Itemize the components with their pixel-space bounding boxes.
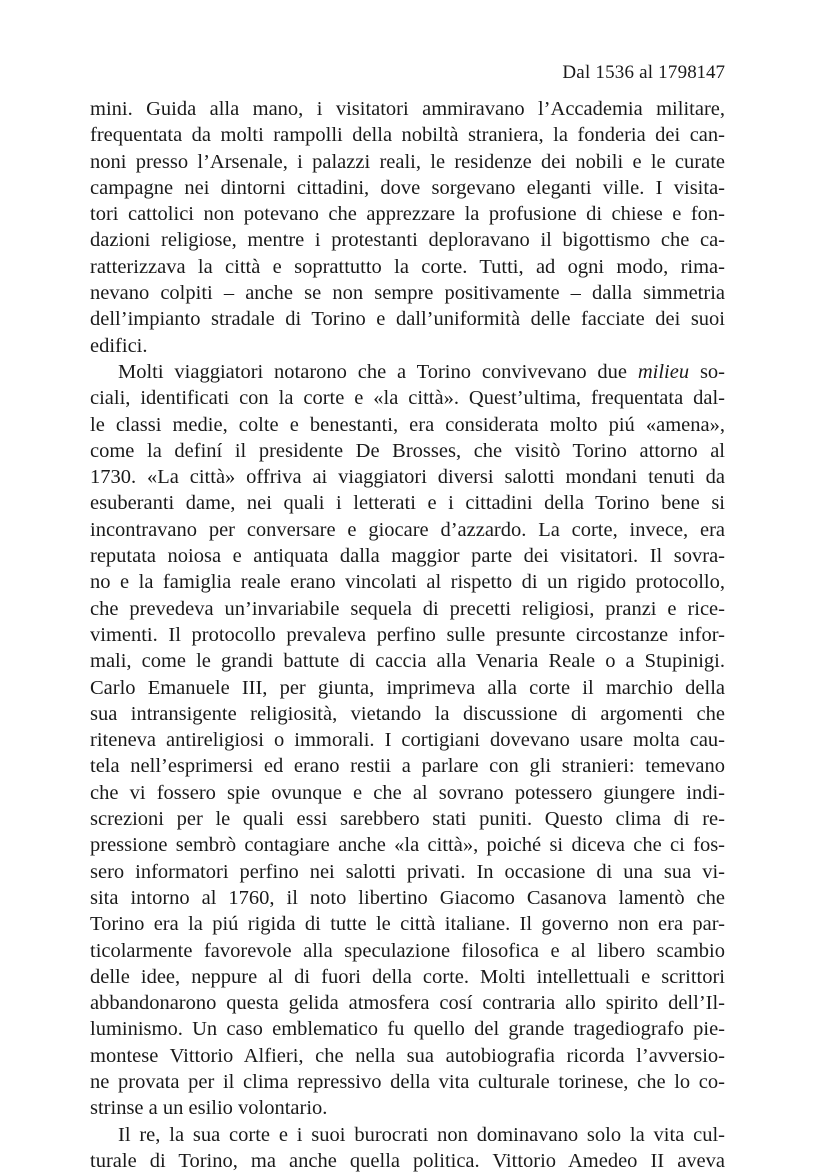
- text-segment: Molti viaggiatori notarono che a Torino convivevano due: [118, 360, 638, 383]
- text-line: nevano colpiti – anche se non sempre positivamente – dalla simmetria: [90, 282, 725, 305]
- text-line: sita intorno al 1760, il noto libertino Giacomo Casanova lamentò che: [90, 886, 725, 909]
- running-head-title: Dal 1536 al 1798: [562, 62, 697, 83]
- text-line: frequentata da molti rampolli della nobiltà straniera, la fonderia dei can-: [90, 124, 725, 147]
- body-text: [90, 96, 725, 1174]
- text-line: tela nell’esprimersi ed erano restii a parlare con gli stranieri: temevano: [90, 755, 725, 778]
- text-line: screzioni per le quali essi sarebbero stati puniti. Questo clima di re-: [90, 808, 725, 831]
- text-line: 1730. «La città» offriva ai viaggiatori diversi salotti mondani tenuti da: [90, 466, 725, 489]
- text-line: tori cattolici non potevano che apprezzare la profusione di chiese e fon-: [90, 203, 725, 226]
- text-line: sero informatori perfino nei salotti privati. In occasione di una sua vi-: [90, 860, 725, 883]
- text-line: edifici.: [90, 334, 148, 357]
- text-segment: so-: [689, 360, 726, 383]
- text-line: mali, come le grandi battute di caccia alla Venaria Reale o a Stupinigi.: [90, 650, 725, 673]
- text-line: Torino era la piú rigida di tutte le città italiane. Il governo non era par-: [90, 913, 725, 936]
- text-line: Il re, la sua corte e i suoi burocrati non dominavano solo la vita cul-: [118, 1123, 725, 1146]
- text-line: abbandonarono questa gelida atmosfera cosí contraria allo spirito dell’Il-: [90, 992, 725, 1015]
- text-line: ratterizzava la città e soprattutto la corte. Tutti, ad ogni modo, rima-: [90, 255, 725, 278]
- text-line: no e la famiglia reale erano vincolati al rispetto di un rigido protocollo,: [90, 571, 725, 594]
- text-line: dazioni religiose, mentre i protestanti deploravano il bigottismo che ca-: [90, 229, 725, 252]
- text-line: montese Vittorio Alfieri, che nella sua autobiografia ricorda l’avversio-: [90, 1044, 725, 1067]
- text-line: strinse a un esilio volontario.: [90, 1097, 328, 1120]
- text-line: che vi fossero spie ovunque e che al sovrano potessero giungere indi-: [90, 781, 725, 804]
- text-line: noni presso l’Arsenale, i palazzi reali, le residenze dei nobili e le curate: [90, 150, 725, 173]
- text-line: vimenti. Il protocollo prevaleva perfino sulle presunte circostanze infor-: [90, 623, 725, 646]
- text-line: dell’impianto stradale di Torino e dall’uniformità delle facciate dei suoi: [90, 308, 725, 331]
- text-line: le classi medie, colte e benestanti, era considerata molto piú «amena»,: [90, 413, 725, 436]
- text-line: reputata noiosa e antiquata dalla maggior parte dei visitatori. Il sovra-: [90, 545, 725, 568]
- text-line: ne provata per il clima repressivo della vita culturale torinese, che lo co-: [90, 1070, 725, 1093]
- text-line: esuberanti dame, nei quali i letterati e i cittadini della Torino bene si: [90, 492, 725, 515]
- text-line: ciali, identificati con la corte e «la città». Quest’ultima, frequentata dal-: [90, 387, 725, 410]
- italic-term: milieu: [637, 360, 690, 383]
- text-line: sua intransigente religiosità, vietando la discussione di argomenti che: [90, 702, 725, 725]
- text-line: Carlo Emanuele III, per giunta, imprimeva alla corte il marchio della: [90, 676, 725, 699]
- text-line-with-italic: [90, 359, 725, 385]
- text-line: mini. Guida alla mano, i visitatori ammiravano l’Accademia militare,: [90, 98, 725, 120]
- text-line: delle idee, neppure al di fuori della corte. Molti intellettuali e scrittori: [90, 965, 725, 988]
- text-line: come la definí il presidente De Brosses, che visitò Torino attorno al: [90, 439, 725, 462]
- text-line: campagne nei dintorni cittadini, dove sorgevano eleganti ville. I visita-: [90, 176, 725, 199]
- text-line: ticolarmente favorevole alla speculazione filosofica e al libero scambio: [90, 939, 725, 962]
- text-line: turale di Torino, ma anche quella politica. Vittorio Amedeo II aveva: [90, 1149, 725, 1172]
- text-line: che prevedeva un’invariabile sequela di precetti religiosi, pranzi e rice-: [90, 597, 725, 620]
- running-head: [0, 62, 837, 88]
- page-number: 147: [696, 62, 725, 83]
- text-line: incontravano per conversare e giocare d’azzardo. La corte, invece, era: [90, 518, 725, 541]
- text-line: riteneva antireligiosi o immorali. I cortigiani dovevano usare molta cau-: [90, 729, 725, 752]
- text-line: luminismo. Un caso emblematico fu quello del grande tragediografo pie-: [90, 1018, 725, 1041]
- text-line: pressione sembrò contagiare anche «la città», poiché si diceva che ci fos-: [90, 834, 725, 857]
